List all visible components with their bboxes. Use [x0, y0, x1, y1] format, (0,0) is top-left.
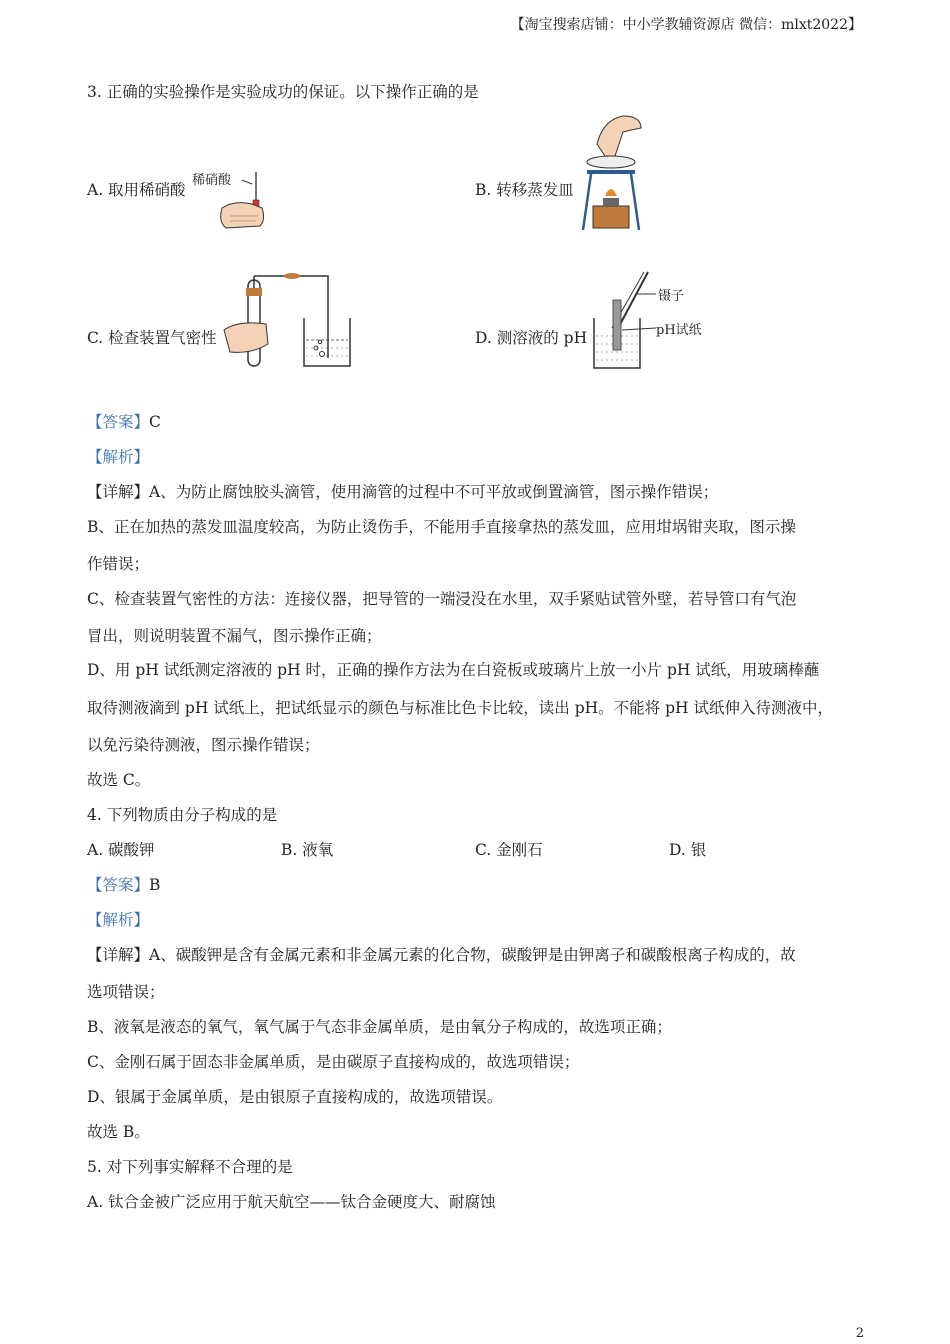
q3-option-a: A. 取用稀硝酸	[87, 181, 186, 199]
q3-detail-line-5: 冒出，则说明装置不漏气，图示操作正确；	[87, 627, 382, 645]
q3-stem: 3. 正确的实验操作是实验成功的保证。以下操作正确的是	[87, 83, 479, 101]
q4-stem: 4. 下列物质由分子构成的是	[87, 806, 278, 824]
detail-text: A、为防止腐蚀胶头滴管，使用滴管的过程中不可平放或倒置滴管，图示操作错误；	[149, 483, 719, 501]
q4-conclusion: 故选 B。	[87, 1123, 150, 1141]
detail-text: A、碳酸钾是含有金属元素和非金属元素的化合物，碳酸钾是由钾离子和碳酸根离子构成的，故	[149, 946, 796, 964]
q4-answer	[87, 875, 160, 895]
q4-detail-line-3: B、液氧是液态的氧气，氧气属于气态非金属单质，是由氧分子构成的，故选项正确；	[87, 1018, 672, 1036]
q3-detail-line-4: C、检查装置气密性的方法：连接仪器，把导管的一端浸没在水里，双手紧贴试管外壁，若导管口有气泡	[87, 590, 797, 608]
q4-detail-line-4: C、金刚石属于固态非金属单质，是由碳原子直接构成的，故选项错误；	[87, 1053, 580, 1071]
answer-value: C	[149, 413, 161, 431]
q4-option-b: B. 液氧	[281, 841, 334, 859]
q3-detail-line-2: B、正在加热的蒸发皿温度较高，为防止烫伤手，不能用手直接拿热的蒸发皿，应用坩埚钳夹取，图示操	[87, 518, 796, 536]
figure-b-evaporating-dish	[575, 112, 655, 236]
figure-a-dropper	[190, 164, 280, 234]
q4-option-c: C. 金刚石	[475, 841, 543, 859]
q3-detail-line-8: 以免污染待测液，图示操作错误；	[87, 736, 320, 754]
q3-conclusion: 故选 C。	[87, 771, 151, 789]
q5-option-a: A. 钛合金被广泛应用于航天航空——钛合金硬度大、耐腐蚀	[87, 1193, 496, 1211]
q3-detail-line-6: D、用 pH 试纸测定溶液的 pH 时，正确的操作方法为在白瓷板或玻璃片上放一小片 pH 试纸，用玻璃棒蘸	[87, 661, 820, 679]
detail-tag: 【详解】	[87, 483, 150, 501]
q4-option-a: A. 碳酸钾	[87, 841, 155, 859]
q3-analysis-tag: 【解析】	[87, 448, 150, 466]
q3-detail-line-1	[87, 482, 718, 502]
answer-value: B	[149, 876, 161, 894]
label-ph-paper: pH试纸	[656, 323, 702, 338]
figure-c-airtightness	[222, 268, 357, 372]
q3-answer	[87, 412, 161, 432]
q4-analysis-tag: 【解析】	[87, 911, 150, 929]
page-number: 2	[855, 1326, 864, 1341]
label-dilute-nitric-acid: 稀硝酸	[192, 173, 232, 188]
figure-d-ph-test	[590, 270, 720, 374]
label-tweezers: 镊子	[658, 289, 685, 304]
q3-detail-line-7: 取待测液滴到 pH 试纸上，把试纸显示的颜色与标准比色卡比较，读出 pH。不能将 pH 试纸伸入待测液中，	[87, 699, 833, 717]
detail-tag: 【详解】	[87, 946, 150, 964]
q4-detail-line-2: 选项错误；	[87, 983, 165, 1001]
q5-stem: 5. 对下列事实解释不合理的是	[87, 1158, 293, 1176]
q4-detail-line-5: D、银属于金属单质，是由银原子直接构成的，故选项错误。	[87, 1088, 503, 1106]
q3-detail-line-3: 作错误；	[87, 555, 150, 573]
q4-option-d: D. 银	[669, 841, 707, 859]
answer-tag: 【答案】	[87, 876, 150, 894]
q3-option-c: C. 检查装置气密性	[87, 329, 217, 347]
q3-option-b: B. 转移蒸发皿	[475, 181, 574, 199]
page-header: 【淘宝搜索店铺：中小学教辅资源店 微信：mlxt2022】	[510, 17, 862, 33]
q4-detail-line-1	[87, 945, 796, 965]
answer-tag: 【答案】	[87, 413, 150, 431]
q3-option-d: D. 测溶液的 pH	[475, 329, 588, 347]
